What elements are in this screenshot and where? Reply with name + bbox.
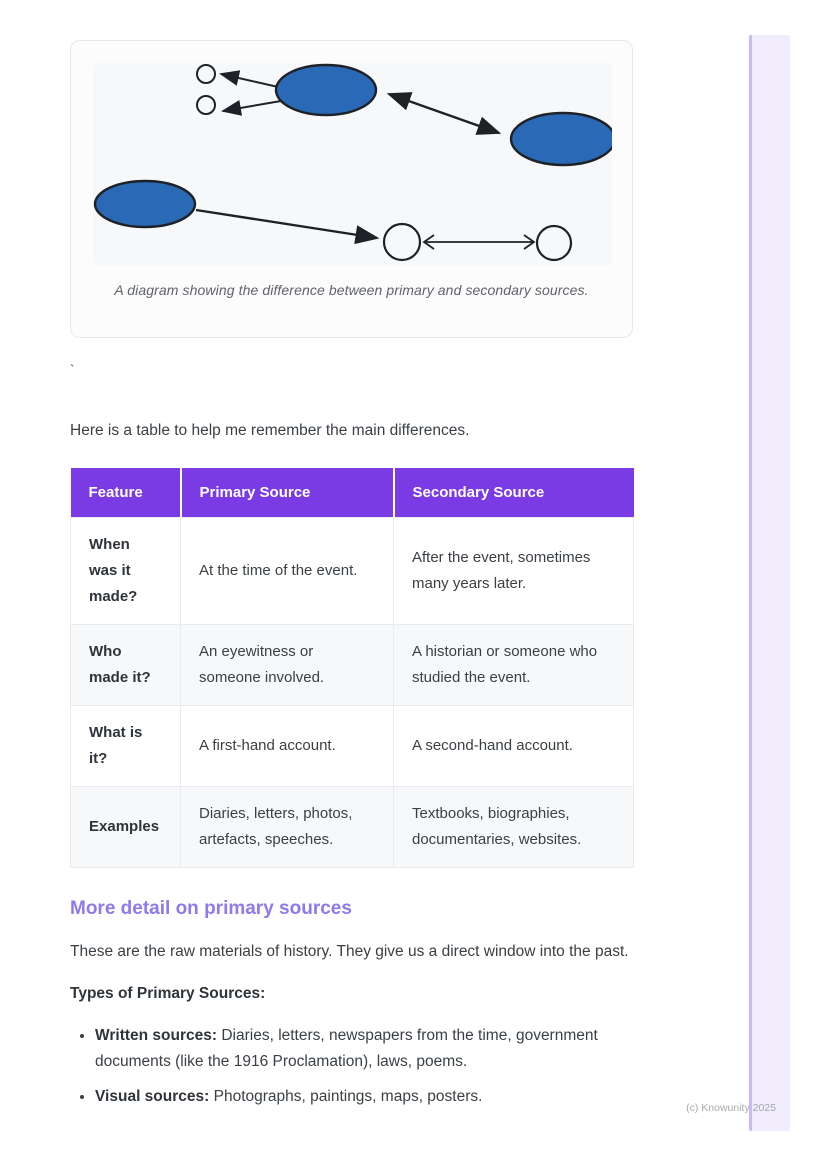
table-row	[71, 787, 634, 868]
table-header-row	[71, 468, 634, 518]
row-primary: At the time of the event.	[181, 518, 394, 625]
row-feature: Who made it?	[71, 625, 181, 706]
blue-ellipse-right	[511, 113, 612, 165]
bullet-label: Written sources:	[95, 1027, 218, 1044]
double-arrow-top	[389, 94, 499, 133]
bullet-text: Diaries, letters, newspapers from the time, government documents (like the 1916 Proclamation), laws, poems.	[95, 1027, 598, 1070]
list-item	[95, 1023, 633, 1075]
page-content	[70, 40, 633, 1119]
row-secondary: Textbooks, biographies, documentaries, websites.	[394, 787, 634, 868]
section-paragraph: These are the raw materials of history. They give us a direct window into the past.	[70, 943, 629, 960]
row-feature: What is it?	[71, 706, 181, 787]
arrow-to-copy-2	[223, 101, 281, 111]
blue-ellipse-top	[276, 65, 376, 115]
stray-backtick: `	[70, 362, 75, 377]
bullet-text: Photographs, paintings, maps, posters.	[213, 1088, 483, 1105]
small-circle-1	[197, 65, 215, 83]
open-circle-right	[537, 226, 571, 260]
header-primary-source: Primary Source	[181, 468, 394, 518]
copyright-note: (c) Knowunity 2025	[686, 1102, 776, 1114]
row-feature: Examples	[71, 787, 181, 868]
row-secondary: After the event, sometimes many years later.	[394, 518, 634, 625]
row-primary: A first-hand account.	[181, 706, 394, 787]
bullet-label: Visual sources:	[95, 1088, 210, 1105]
header-secondary-source: Secondary Source	[394, 468, 634, 518]
page-edge-accent-bar	[749, 35, 790, 1131]
row-primary: An eyewitness or someone involved.	[181, 625, 394, 706]
table-row	[71, 518, 634, 625]
row-secondary: A historian or someone who studied the event.	[394, 625, 634, 706]
blue-ellipse-left	[95, 181, 195, 227]
list-title: Types of Primary Sources:	[70, 985, 266, 1002]
primary-sources-list	[70, 1023, 633, 1110]
diagram-card	[70, 40, 633, 338]
sources-diagram-svg	[93, 63, 612, 266]
list-item	[95, 1084, 633, 1110]
arrow-bottom-long	[196, 210, 377, 238]
figure-caption: A diagram showing the difference between primary and secondary sources.	[114, 282, 589, 298]
small-circle-2	[197, 96, 215, 114]
header-feature: Feature	[71, 468, 181, 518]
open-circle-left	[384, 224, 420, 260]
row-feature: When was it made?	[71, 518, 181, 625]
row-primary: Diaries, letters, photos, artefacts, speeches.	[181, 787, 394, 868]
section-heading: More detail on primary sources	[70, 898, 352, 919]
comparison-table	[70, 468, 634, 868]
sources-diagram	[93, 63, 612, 266]
row-secondary: A second-hand account.	[394, 706, 634, 787]
intro-paragraph: Here is a table to help me remember the main differences.	[70, 422, 470, 439]
table-row	[71, 706, 634, 787]
table-row	[71, 625, 634, 706]
